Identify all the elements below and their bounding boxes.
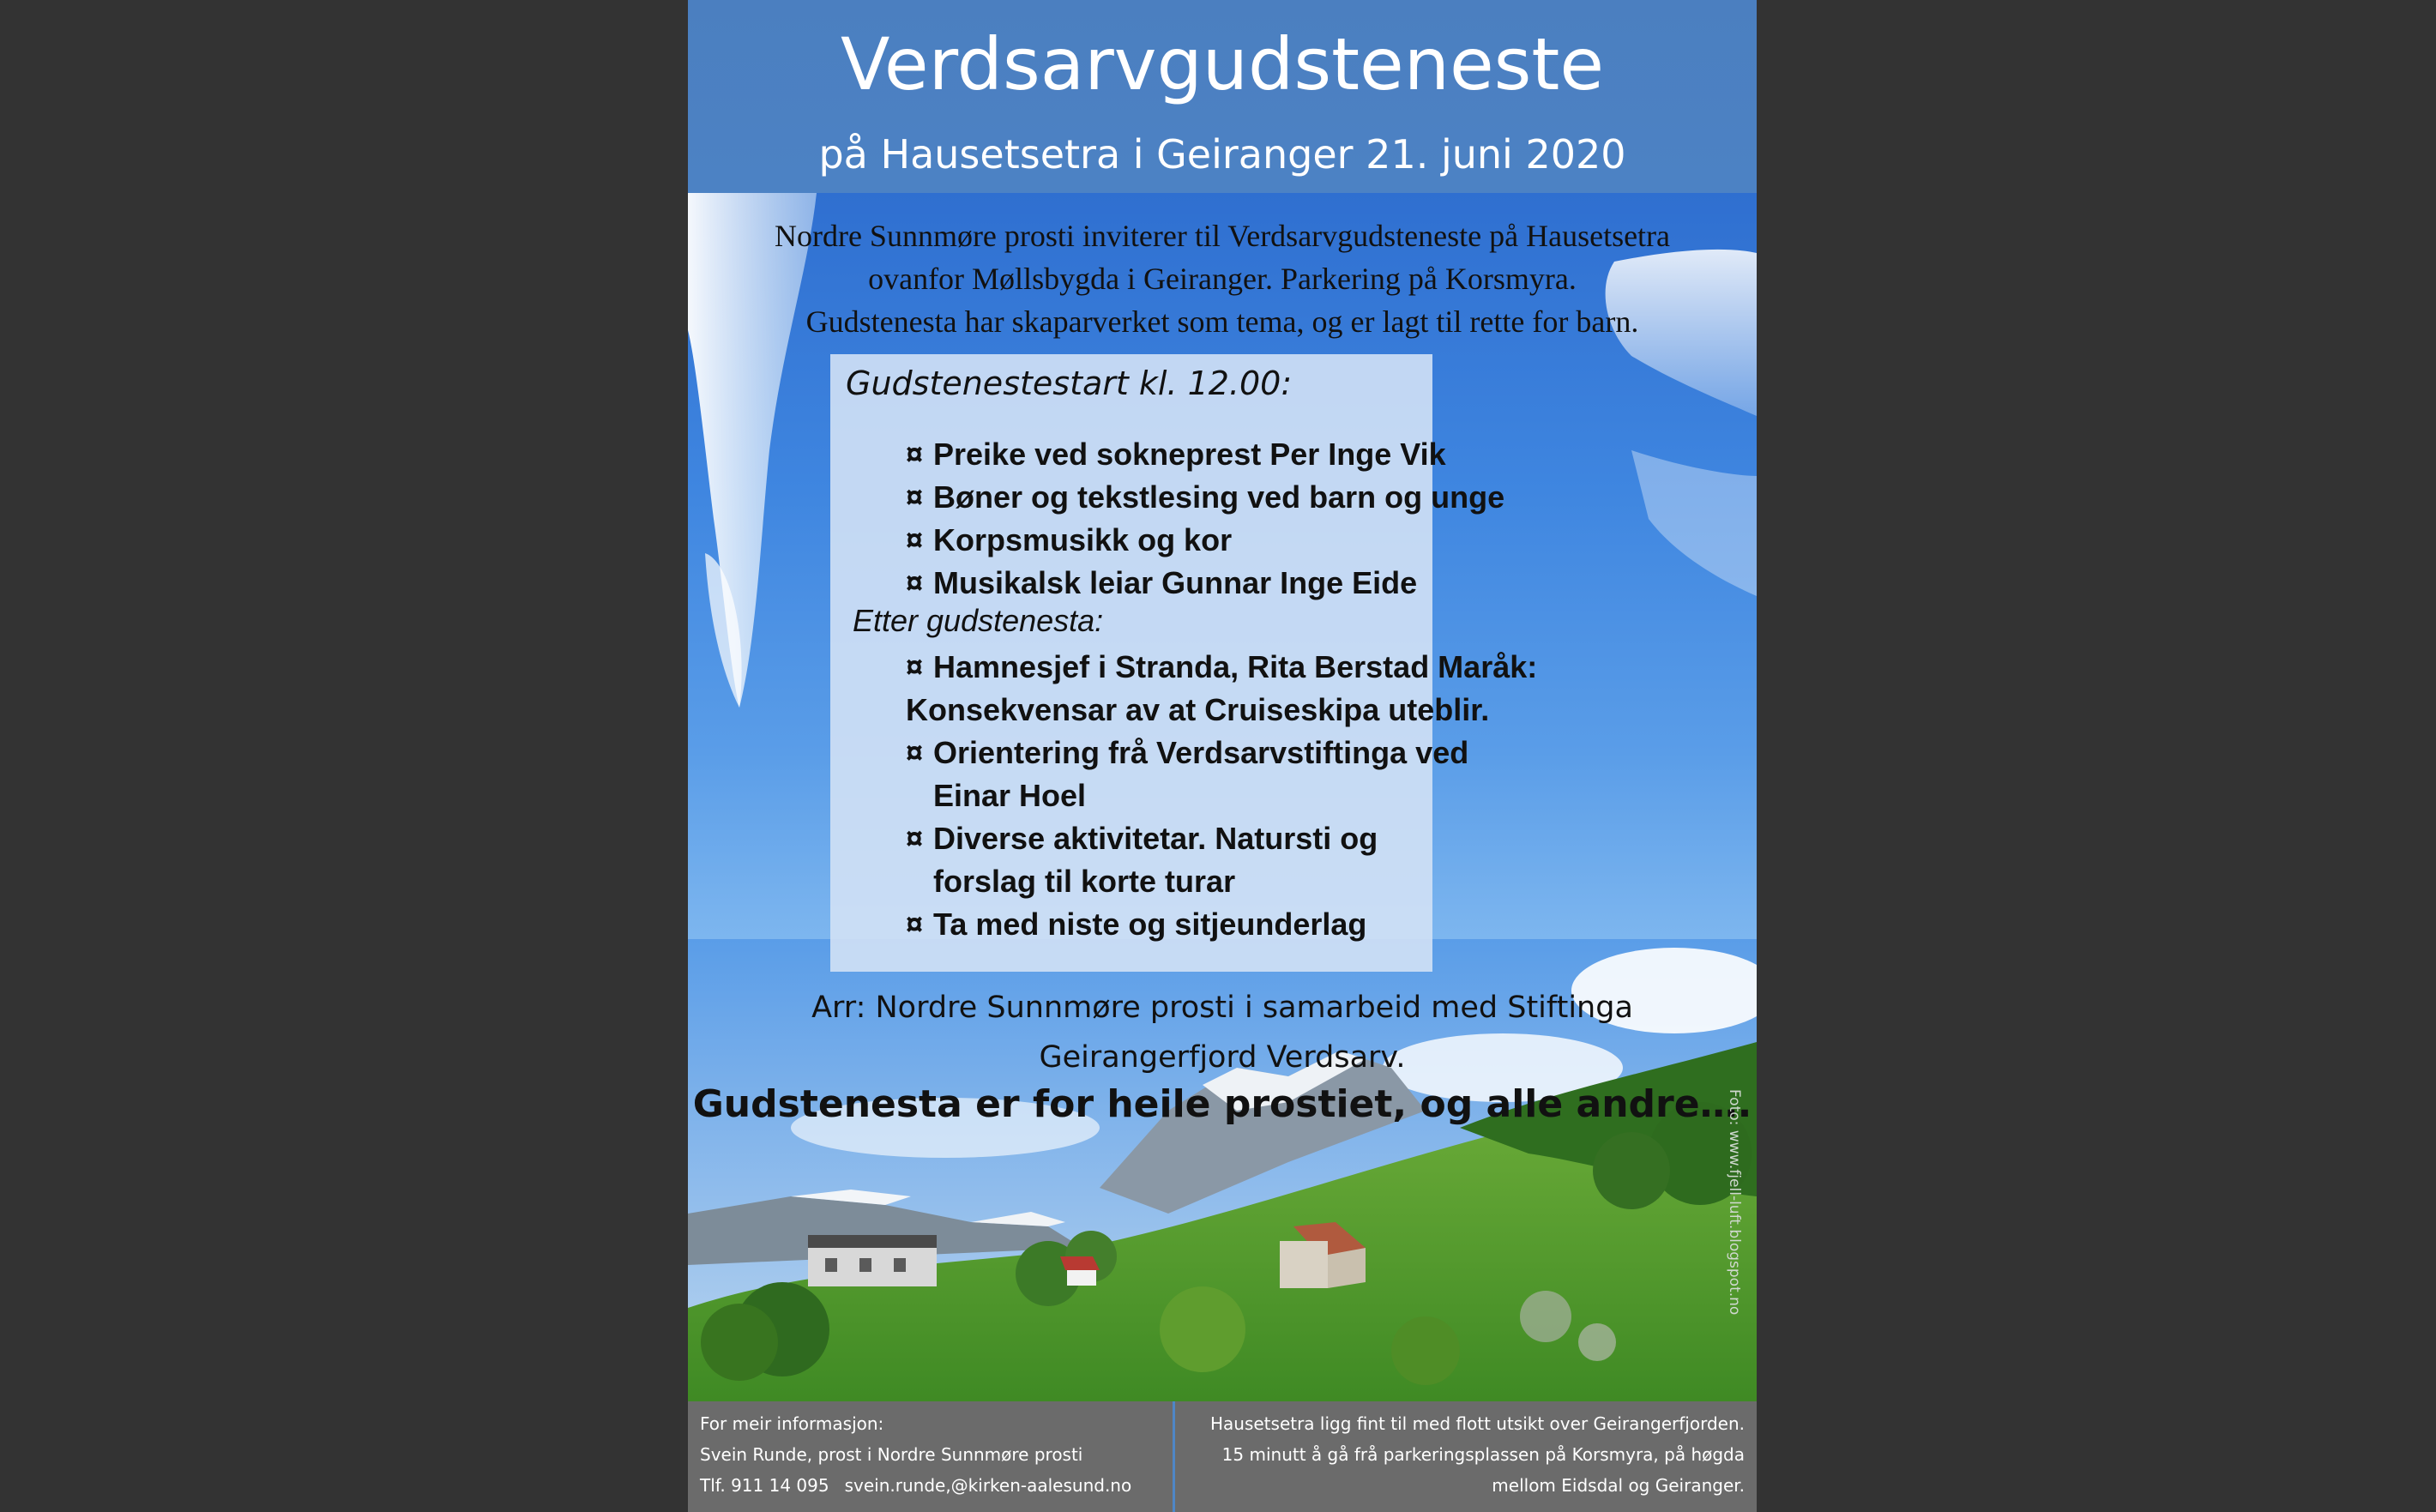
bullet-icon: ¤ bbox=[906, 735, 924, 770]
footer-location-line: 15 minutt å gå frå parkeringsplassen på Korsmyra, på høgda bbox=[1221, 1444, 1745, 1465]
after-item: ¤ Ta med niste og sitjeunderlag bbox=[906, 903, 1366, 946]
tagline: Gudstenesta er for heile prostiet, og alle andre…. bbox=[692, 1082, 1752, 1126]
organizer-line: Geirangerfjord Verdsarv. bbox=[1039, 1040, 1406, 1075]
organizer-text bbox=[688, 983, 1757, 1082]
footer-contact-phone: Tlf. 911 14 095 bbox=[700, 1475, 829, 1496]
bullet-icon: ¤ bbox=[906, 437, 924, 472]
program-box bbox=[830, 354, 1538, 972]
footer-location-line: Hausetsetra ligg fint til med flott utsikt over Geirangerfjorden. bbox=[1209, 1413, 1745, 1434]
intro-text bbox=[688, 214, 1757, 343]
program-item: ¤ Preike ved sokneprest Per Inge Vik bbox=[906, 433, 1446, 476]
bullet-icon: ¤ bbox=[906, 479, 924, 515]
service-start-heading: Gudstenestestart kl. 12.00: bbox=[846, 364, 1293, 402]
after-item: ¤ Hamnesjef i Stranda, Rita Berstad Maråk: bbox=[906, 646, 1537, 689]
organizer-line: Arr: Nordre Sunnmøre prosti i samarbeid med Stiftinga bbox=[811, 991, 1633, 1025]
intro-line: ovanfor Møllsbygda i Geiranger. Parkering på Korsmyra. bbox=[868, 262, 1577, 296]
bullet-icon: ¤ bbox=[906, 522, 924, 557]
after-item-continuation: Konsekvensar av at Cruiseskipa uteblir. bbox=[906, 692, 1490, 727]
bullet-icon: ¤ bbox=[906, 907, 924, 942]
poster-title: Verdsarvgudsteneste bbox=[840, 22, 1605, 106]
poster-subtitle: på Hausetsetra i Geiranger 21. juni 2020 bbox=[818, 131, 1626, 178]
photo-credit: Foto: www.fjell-luft.blogspot.no bbox=[1726, 1089, 1743, 1316]
intro-line: Gudstenesta har skaparverket som tema, og er lagt til rette for barn. bbox=[805, 304, 1639, 339]
footer-contact-heading: For meir informasjon: bbox=[700, 1413, 884, 1434]
intro-line: Nordre Sunnmøre prosti inviterer til Verdsarvgudsteneste på Hausetsetra bbox=[774, 219, 1671, 253]
footer-location-line: mellom Eidsdal og Geiranger. bbox=[1492, 1475, 1745, 1496]
bullet-icon: ¤ bbox=[906, 565, 924, 600]
after-item-continuation: forslag til korte turar bbox=[933, 864, 1236, 899]
program-item: ¤ Korpsmusikk og kor bbox=[906, 519, 1232, 562]
after-service-heading: Etter gudstenesta: bbox=[853, 603, 1104, 638]
footer-contact bbox=[688, 1401, 1173, 1512]
bullet-icon: ¤ bbox=[906, 821, 924, 856]
header-banner bbox=[688, 0, 1757, 193]
footer-contact-email[interactable]: svein.runde,@kirken-aalesund.no bbox=[844, 1475, 1132, 1496]
after-item-continuation: Einar Hoel bbox=[933, 778, 1087, 813]
program-item: ¤ Musikalsk leiar Gunnar Inge Eide bbox=[906, 562, 1417, 605]
after-item: ¤ Orientering frå Verdsarvstiftinga ved bbox=[906, 732, 1468, 774]
footer-contact-name: Svein Runde, prost i Nordre Sunnmøre prosti bbox=[700, 1444, 1083, 1465]
footer-location-info bbox=[1175, 1401, 1757, 1512]
bullet-icon: ¤ bbox=[906, 649, 924, 684]
program-item: ¤ Bøner og tekstlesing ved barn og unge bbox=[906, 476, 1504, 519]
after-item: ¤ Diverse aktivitetar. Natursti og bbox=[906, 817, 1378, 860]
poster bbox=[688, 0, 1757, 1512]
